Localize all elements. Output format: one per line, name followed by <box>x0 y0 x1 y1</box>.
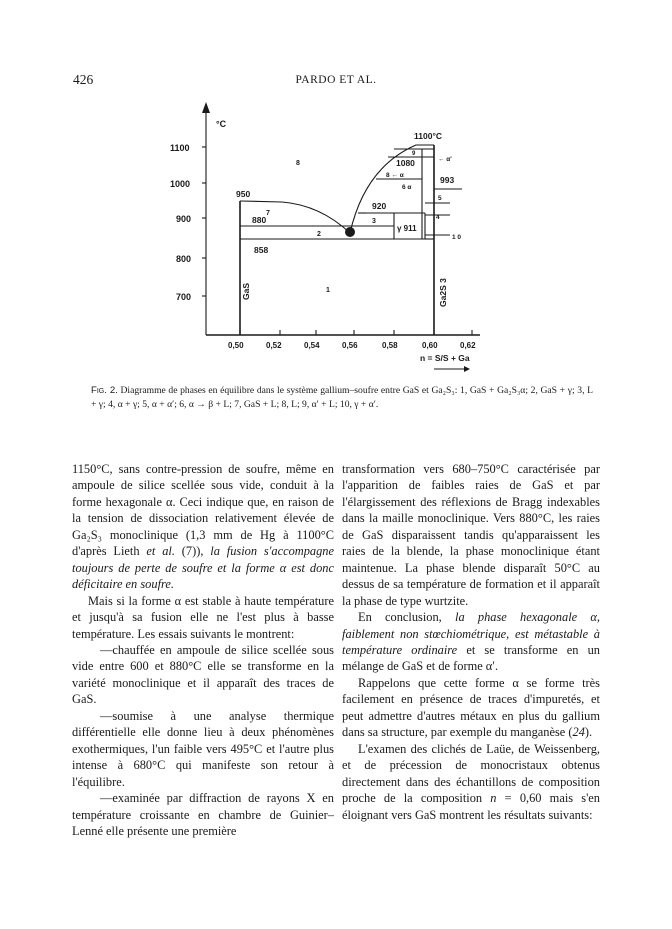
text-span: En conclusion, <box>358 610 456 625</box>
page-number: 426 <box>73 72 94 87</box>
temp-label-993: 993 <box>440 175 455 185</box>
x-tick-label: 0,56 <box>342 341 358 350</box>
y-axis-unit: °C <box>216 119 227 129</box>
right-paragraph-1: transformation vers 680–750°C caractérisée par l'apparition de faibles raies de GaS et par l'élargissement des réflexions de Bragg indexables dans la maille monoclinique. Vers 880°C, les raies de GaS disparaissent tandis qu'apparaissent les raies de la blende, la phase monoclinique étant maintenue. La phase blende disparaît 50°C au dessus de sa température de formation et il apparaît la phase de type wurtzite. <box>342 462 600 608</box>
left-paragraph-1 <box>72 461 334 593</box>
compound-label-gas: GaS <box>241 282 251 300</box>
text-span-italic: la fusion s'accompagne toujours de perte de soufre et la forme α est donc déficitaire en soufre. <box>72 544 335 592</box>
temp-label-920: 920 <box>372 201 387 211</box>
text-span-italic: la phase hexagonale α, faiblement non stœchiométrique, est métastable à température ordinaire <box>342 610 600 657</box>
left-paragraph-3: —chauffée en ampoule de silice scellée sous vide entre 600 et 880°C elle se transforme en la variété monoclinique et il apparaît des traces de GaS. <box>72 642 334 707</box>
phase-diagram-svg <box>150 95 510 375</box>
left-column <box>72 461 334 839</box>
figure-caption <box>91 384 593 412</box>
eutectic-point <box>345 227 355 237</box>
x-axis-label: n = S/S + Ga <box>420 353 470 363</box>
temp-label-880: 880 <box>252 215 267 225</box>
left-paragraph-4: —soumise à une analyse thermique différentielle elle donne lieu à deux phénomènes exothermiques, l'un faible vers 495°C et l'autre plus intense à 680°C qui manifeste son retour à l'équilibre. <box>72 708 334 789</box>
running-head: PARDO ET AL. <box>295 74 377 86</box>
region-label-3: 3 <box>372 218 376 225</box>
right-paragraph-2 <box>342 609 600 675</box>
text-span: et se transforme en un mélange de GaS et de forme α′. <box>342 642 600 674</box>
temp-label-1100: 1100°C <box>414 131 442 141</box>
text-span: 1150°C, sans contre-pression de soufre, même en ampoule de silice scellée sous vide, conduit à la forme hexagonale α. Ceci indique que, en raison de la tension de dissociation relativement élevée de Ga₂S₃ monoclinique (1,3 mm de Hg à 1100°C d'après Lieth <box>72 462 334 559</box>
x-tick-label: 0,62 <box>460 341 476 350</box>
caption-lead: Fig. 2. <box>91 385 118 396</box>
text-span-italic: et al. <box>146 544 175 559</box>
caption-text: Diagramme de phases en équilibre dans le système gallium–soufre entre GaS et Ga₂S₃: 1, GaS + Ga₂S₃α; 2, GaS + γ; 3, L + γ; 4, α + γ; 5, α + α′; 6, α → β + L; 7, GaS + L; 8, L; 9, α′ + L; 10, γ + α′. <box>91 385 593 410</box>
text-span: ). <box>584 725 593 740</box>
region-label-2: 2 <box>317 231 321 238</box>
y-tick-label: 1000 <box>170 179 191 189</box>
temp-label-911: γ 911 <box>397 224 417 233</box>
right-column <box>342 461 600 823</box>
region-label-9: 9 <box>412 151 416 157</box>
right-paragraph-4 <box>342 741 600 823</box>
right-paragraph-3 <box>342 675 600 741</box>
text-span-italic: 24 <box>572 725 585 740</box>
compound-label-ga2s3: Ga2S 3 <box>438 278 448 307</box>
region-label-10: 1 0 <box>452 234 462 241</box>
region-label-7: 7 <box>266 210 270 217</box>
x-tick-label: 0,54 <box>304 341 320 350</box>
y-axis-arrow <box>202 102 210 113</box>
liquidus-right-curve <box>350 145 434 233</box>
text-span-italic: n <box>490 791 497 806</box>
region-label-4: 4 <box>436 214 440 221</box>
temp-label-950: 950 <box>236 189 251 199</box>
text-span: Rappelons que cette forme α se forme très facilement en présence de traces d'impuretés, et peut admettre d'autres métaux en plus du gallium dans sa structure, par exemple du manganèse ( <box>342 675 600 740</box>
region-label-5: 5 <box>438 195 442 202</box>
region-label-6: 6 α <box>402 184 412 191</box>
phase-diagram-figure <box>150 95 510 375</box>
y-tick-label: 1100 <box>170 143 190 153</box>
region-label-8-alpha: 8 ← α <box>386 172 404 179</box>
x-tick-label: 0,58 <box>382 341 398 350</box>
text-span: L'examen des clichés de Laüe, de Weissenberg, et de précession de monocristaux obtenus directement dans des échantillons de composition proche de la composition <box>342 741 600 806</box>
y-tick-label: 800 <box>176 254 192 264</box>
text-span: = 0,60 mais s'en éloignant vers GaS montrent les résultats suivants: <box>342 791 600 822</box>
left-paragraph-2: Mais si la forme α est stable à haute température et jusqu'à sa fusion elle ne l'est plus à basse température. Les essais suivants le montrent: <box>72 593 334 641</box>
y-tick-label: 700 <box>176 292 192 302</box>
temp-label-1080: 1080 <box>396 158 415 168</box>
x-tick-label: 0,60 <box>422 341 438 350</box>
x-tick-label: 0,50 <box>228 341 244 350</box>
region-label-alpha-prime: ← α' <box>438 156 452 163</box>
temp-label-858: 858 <box>254 245 269 255</box>
region-label-1: 1 <box>326 287 330 294</box>
y-tick-label: 900 <box>176 214 192 224</box>
left-paragraph-5: —examinée par diffraction de rayons X en température croissante en chambre de Guinier–Lenné elle présente une première <box>72 791 334 838</box>
text-span: (7)), <box>174 544 211 559</box>
x-tick-label: 0,52 <box>266 341 282 350</box>
region-label-8: 8 <box>296 160 300 167</box>
